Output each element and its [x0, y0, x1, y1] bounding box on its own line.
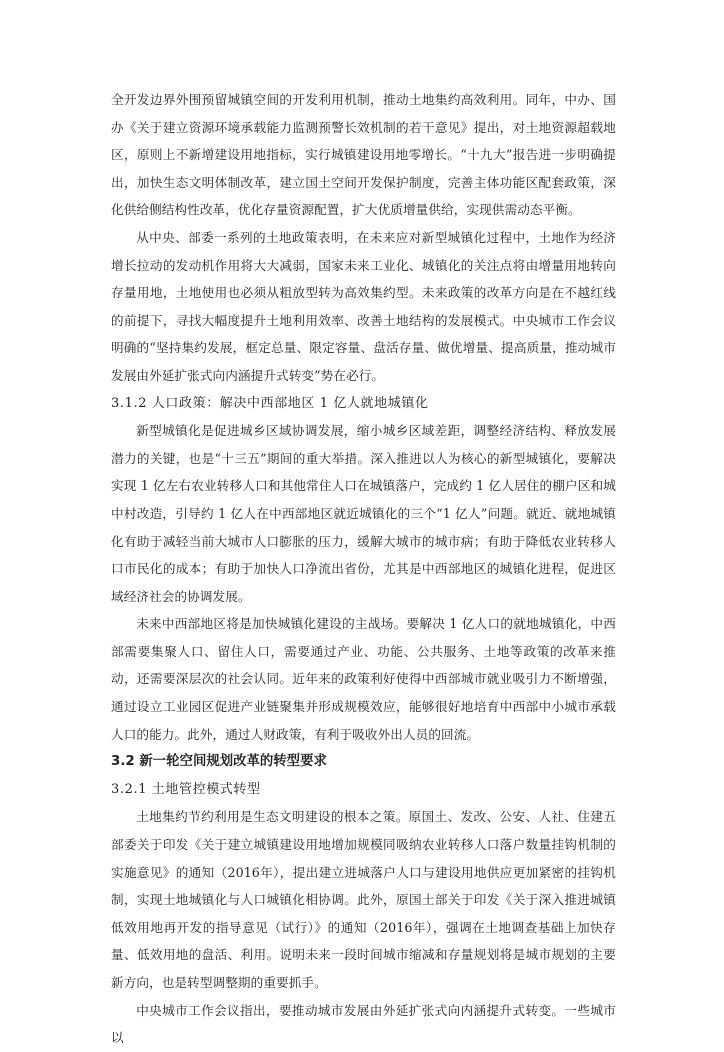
paragraph-central-western-region: 未来中西部地区将是加快城镇化建设的主战场。要解决 1 亿人口的就地城镇化，中西部需要集聚人口、留住人口，需要通过产业、功能、公共服务、土地等政策的改革来推动，还需要深层次的社会认同。近年来的政策利好使得中西部城市就业吸引力不断增强，通过设立工业园区促进产业链聚集并形成规模效应，能够很好地培育中西部中小城市承载人口的能力。此外，通过人财政策，有利于吸收外出人员的回流。: [111, 616, 616, 742]
paragraph-new-urbanization: 新型城镇化是促进城乡区域协调发展，缩小城乡区域差距，调整经济结构、释放发展潜力的关键，也是“十三五”期间的重大举措。深入推进以人为核心的新型城镇化，要解决实现 1 亿左右农业转移人口和其他常住人口在城镇落户，完成约 1 亿人居住的棚户区和城中村改造，引导约 1 亿人在中西部地区就近城镇化的三个“1 亿人”问题。就近、就地城镇化有助于减轻当前大城市人口膨胀的压力，缓解大城市的城市病；有助于降低农业转移人口市民化的成本；有助于加快人口净流出省份，尤其是中西部地区的城镇化进程，促进区域经济社会的协调发展。: [111, 423, 616, 604]
paragraph-land-policy-summary: 从中央、部委一系列的土地政策表明，在未来应对新型城镇化过程中，土地作为经济增长拉动的发动机作用将大大减弱，国家未来工业化、城镇化的关注点将由增量用地转向存量用地，土地使用也必须从粗放型转为高效集约型。未来政策的改革方向是在不越红线的前提下，寻找大幅度提升土地利用效率、改善土地结构的发展模式。中央城市工作会议明确的“坚持集约发展，框定总量、限定容量、盘活存量、做优增量、提高质量，推动城市发展由外延扩张式向内涵提升式转变”势在必行。: [111, 229, 616, 383]
document-body: [111, 86, 616, 1052]
paragraph-land-intensive-use: 土地集约节约利用是生态文明建设的根本之策。原国土、发改、公安、人社、住建五部委关于印发《关于建立城镇建设用地增加规模同吸纳农业转移人口落户数量挂钩机制的实施意见》的通知（2016年），提出建立进城落户人口与建设用地供应更加紧密的挂钩机制，实现土地城镇化与人口城镇化相协调。此外，原国土部关于印发《关于深入推进城镇低效用地再开发的指导意见（试行）》的通知（2016年），强调在土地调查基础上加快存量、低效用地的盘活、利用。说明未来一段时间城市缩减和存量规划将是城市规划的主要新方向，也是转型调整期的重要抓手。: [111, 809, 616, 990]
heading-3-2: 3.2 新一轮空间规划改革的转型要求: [111, 754, 327, 770]
heading-3-1-2: 3.1.2 人口政策：解决中西部地区 1 亿人就地城镇化: [111, 395, 429, 411]
paragraph-central-urban-work-conference: 中央城市工作会议指出，要推动城市发展由外延扩张式向内涵提升式转变。一些城市以: [111, 1002, 616, 1046]
heading-3-2-1: 3.2.1 土地管控模式转型: [111, 781, 261, 797]
paragraph-land-policy-continued: 全开发边界外围预留城镇空间的开发利用机制，推动土地集约高效利用。同年，中办、国办《关于建立资源环境承载能力监测预警长效机制的若干意见》提出，对土地资源超载地区，原则上不新增建设用地指标，实行城镇建设用地零增长。“十九大”报告进一步明确提出，加快生态文明体制改革，建立国土空间开发保护制度，完善主体功能区配套政策，深化供给侧结构性改革，优化存量资源配置，扩大优质增量供给，实现供需动态平衡。: [111, 92, 616, 218]
